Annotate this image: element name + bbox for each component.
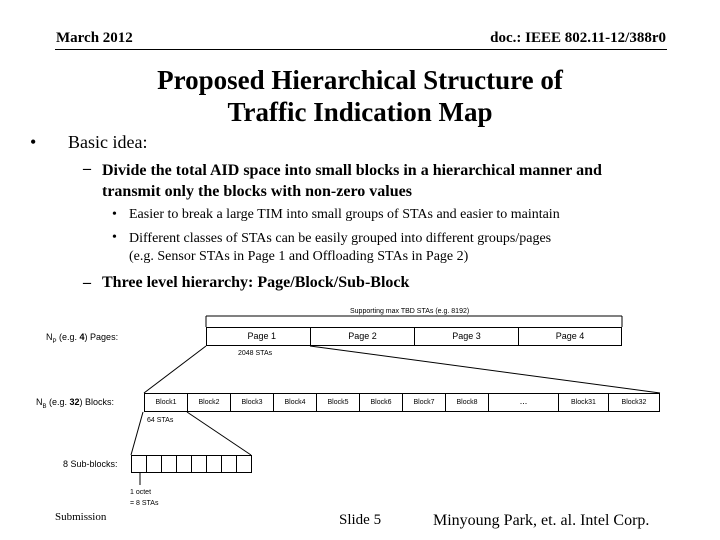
- block-6: Block6: [359, 393, 403, 412]
- octet-label: [130, 487, 158, 509]
- blocks-label-sub: B: [42, 403, 47, 410]
- block-ellipsis: ...: [488, 393, 559, 412]
- point-dot-2: •: [112, 230, 117, 245]
- page-label-4: Page 4: [555, 331, 585, 341]
- page-label-3: Page 3: [452, 331, 481, 341]
- page-sta-label: 2048 STAs: [238, 350, 273, 357]
- pages-label-suffix: ) Pages:: [84, 332, 119, 342]
- blocks-label-n: N: [36, 397, 43, 407]
- subblock-3: [161, 455, 177, 473]
- supporting-label: Supporting max TBD STAs (e.g. 8192): [350, 308, 470, 315]
- block-4: Block4: [273, 393, 317, 412]
- subblock-4: [176, 455, 192, 473]
- point-easier: Easier to break a large TIM into small groups of STAs and easier to maintain: [129, 207, 560, 222]
- point-classes-line-1: Different classes of STAs can be easily grouped into different groups/pages: [129, 231, 552, 246]
- block-7: Block7: [402, 393, 446, 412]
- point-classes-line-2: (e.g. Sensor STAs in Page 1 and Offloading STAs in Page 2): [129, 249, 469, 264]
- subblock-6: [206, 455, 222, 473]
- block-5: Block5: [316, 393, 360, 412]
- sub-bullet-divide-line-1: Divide the total AID space into small blocks in a hierarchical manner and: [102, 162, 602, 179]
- page-box-1: [206, 327, 311, 346]
- subblocks-row-label: 8 Sub-blocks:: [63, 459, 118, 469]
- page-label-1: Page 1: [247, 331, 276, 341]
- title-line-1: Proposed Hierarchical Structure of: [157, 65, 563, 95]
- blocks-label-mid: (e.g.: [46, 397, 70, 407]
- dash-2: –: [83, 274, 91, 291]
- header-doc-id: doc.: IEEE 802.11-12/388r0: [490, 30, 666, 46]
- block-8: Block8: [445, 393, 489, 412]
- dash-1: –: [83, 160, 91, 177]
- footer-submission: Submission: [55, 511, 107, 523]
- block-2: Block2: [187, 393, 231, 412]
- page-box-4: [518, 327, 622, 346]
- bullet-basic-idea: Basic idea:: [68, 132, 148, 152]
- pages-label-n: N: [46, 332, 53, 342]
- footer-author: Minyoung Park, et. al. Intel Corp.: [433, 512, 650, 529]
- sub-bullet-divide-line-2: transmit only the blocks with non-zero values: [102, 183, 412, 200]
- blocks-label-suffix: ) Blocks:: [79, 397, 115, 407]
- block-31: Block31: [558, 393, 609, 412]
- pages-row-label: [46, 332, 118, 345]
- pages-label-sub: P: [52, 338, 57, 345]
- subblock-5: [191, 455, 207, 473]
- octet-line-1: 1 octet: [130, 489, 152, 496]
- blocks-row-label: [36, 397, 114, 410]
- footer-slide-number: Slide 5: [339, 512, 382, 528]
- subblock-1: [131, 455, 147, 473]
- point-dot-1: •: [112, 207, 117, 222]
- page-box-2: [310, 327, 415, 346]
- block-sta-label: 64 STAs: [147, 417, 174, 424]
- block-1: Block1: [144, 393, 188, 412]
- sub-bullet-hierarchy: Three level hierarchy: Page/Block/Sub-Block: [102, 274, 410, 291]
- block-32: Block32: [608, 393, 660, 412]
- block-3: Block3: [230, 393, 274, 412]
- blocks-label-num: 32: [69, 397, 80, 407]
- pages-label-num: 4: [79, 332, 85, 342]
- page-label-2: Page 2: [348, 331, 377, 341]
- header-date: March 2012: [56, 30, 133, 46]
- pages-label-mid: (e.g.: [56, 332, 80, 342]
- page-box-3: [414, 327, 519, 346]
- subblock-7: [221, 455, 237, 473]
- bullet-dot-main: •: [30, 132, 37, 152]
- subblock-8: [236, 455, 252, 473]
- subblock-2: [146, 455, 162, 473]
- title-line-2: Traffic Indication Map: [227, 97, 493, 127]
- octet-line-2: = 8 STAs: [130, 500, 159, 507]
